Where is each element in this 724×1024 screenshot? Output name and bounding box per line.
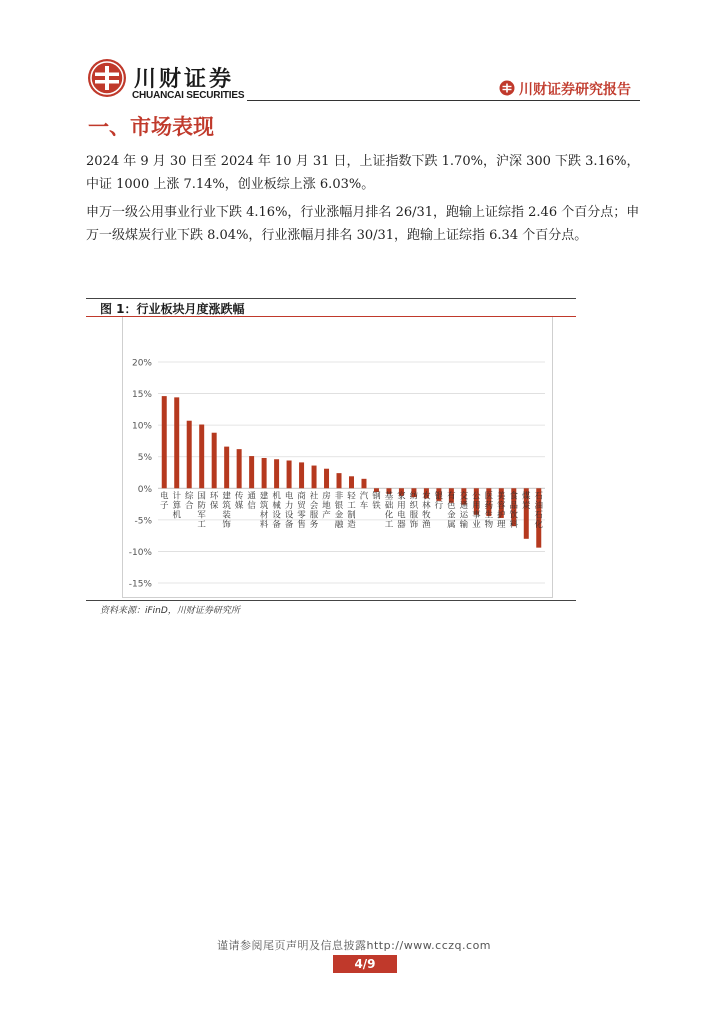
bar bbox=[287, 461, 292, 489]
header-divider bbox=[247, 100, 640, 101]
x-tick-label: 商贸零售 bbox=[297, 491, 306, 530]
x-tick-label: 交通运输 bbox=[459, 491, 469, 530]
x-tick-label: 建筑装饰 bbox=[222, 491, 231, 530]
report-label: 川财证券研究报告 bbox=[519, 82, 631, 98]
x-tick-label: 有色金属 bbox=[447, 491, 456, 530]
paragraph-market-summary: 2024 年 9 月 30 日至 2024 年 10 月 31 日，上证指数下跌 1.70%，沪深 300 下跌 3.16%，中证 1000 上涨 7.14%，创业板综上涨 6.03%。 bbox=[86, 154, 640, 192]
bar bbox=[361, 479, 366, 488]
x-tick-label: 环保 bbox=[209, 491, 219, 511]
bar bbox=[249, 456, 254, 488]
y-tick-label: 10% bbox=[131, 421, 152, 432]
brand-name-cn: 川财证券 bbox=[134, 67, 235, 92]
x-tick-label: 家用电器 bbox=[397, 491, 406, 530]
x-tick-label: 基础化工 bbox=[384, 491, 394, 530]
figure-top-rule bbox=[86, 298, 576, 299]
bar bbox=[337, 473, 342, 488]
y-tick-label: -5% bbox=[134, 516, 152, 527]
x-tick-label: 房地产 bbox=[322, 491, 331, 521]
x-tick-label: 非银金融 bbox=[334, 491, 344, 530]
y-tick-label: -10% bbox=[128, 547, 152, 558]
y-tick-label: -15% bbox=[128, 579, 152, 590]
industry-monthly-change-chart bbox=[123, 317, 554, 598]
y-tick-label: 0% bbox=[137, 484, 152, 495]
paragraph-industry-performance: 申万一级公用事业行业下跌 4.16%，行业涨幅月排名 26/31，跑输上证综指 2.46 个百分点；申万一级煤炭行业下跌 8.04%，行业涨幅月排名 30/31，跑输上证综指 6.34 个百分点。 bbox=[86, 205, 640, 243]
x-tick-label: 钢铁 bbox=[372, 491, 381, 511]
bar bbox=[262, 458, 267, 488]
x-tick-label: 农林牧渔 bbox=[422, 491, 431, 530]
brand-name-en: CHUANCAI SECURITIES bbox=[132, 90, 245, 101]
x-tick-label: 综合 bbox=[184, 491, 194, 511]
x-tick-label: 纺织服饰 bbox=[409, 491, 419, 530]
section-title: 一、市场表现 bbox=[88, 115, 214, 139]
bar bbox=[199, 425, 204, 489]
y-tick-label: 5% bbox=[137, 453, 152, 464]
x-tick-label: 社会服务 bbox=[309, 491, 319, 530]
bar bbox=[299, 462, 304, 488]
x-tick-label: 轻工制造 bbox=[347, 491, 356, 530]
bar bbox=[324, 469, 329, 489]
x-tick-label: 石油石化 bbox=[534, 491, 544, 530]
y-tick-label: 20% bbox=[131, 358, 152, 369]
figure-source: 资料来源：iFinD，川财证券研究所 bbox=[100, 606, 240, 616]
x-tick-label: 电子 bbox=[159, 491, 169, 511]
x-tick-label: 传媒 bbox=[234, 491, 244, 511]
x-tick-label: 汽车 bbox=[359, 491, 369, 511]
x-tick-label: 公用事业 bbox=[472, 491, 481, 530]
x-tick-label: 电力设备 bbox=[284, 491, 294, 530]
figure-title: 图 1：行业板块月度涨跌幅 bbox=[100, 302, 245, 316]
bar bbox=[312, 466, 317, 489]
x-tick-label: 煤炭 bbox=[522, 491, 531, 511]
x-tick-label: 通信 bbox=[247, 491, 256, 511]
x-tick-label: 机械设备 bbox=[272, 491, 281, 530]
x-tick-label: 计算机 bbox=[172, 491, 181, 521]
bar bbox=[237, 449, 242, 488]
bar bbox=[274, 459, 279, 488]
disclaimer-note: 谨请参阅尾页声明及信息披露http://www.cczq.com bbox=[217, 939, 492, 952]
x-tick-label: 国防军工 bbox=[197, 491, 206, 530]
figure-bottom-rule bbox=[86, 600, 576, 601]
x-tick-label: 食品饮料 bbox=[509, 491, 519, 530]
bar bbox=[349, 476, 354, 488]
bar bbox=[174, 397, 179, 488]
bar bbox=[224, 447, 229, 489]
x-tick-label: 医药生物 bbox=[484, 491, 494, 530]
bar bbox=[212, 433, 217, 489]
logo-mark bbox=[86, 57, 128, 99]
page-number: 4/9 bbox=[333, 955, 397, 973]
chart-container bbox=[122, 317, 553, 598]
x-tick-label: 美容护理 bbox=[497, 491, 506, 530]
bar bbox=[162, 396, 167, 488]
report-logo-icon bbox=[499, 80, 515, 96]
x-tick-label: 建筑材料 bbox=[259, 491, 269, 530]
bar bbox=[187, 421, 192, 489]
y-tick-label: 15% bbox=[131, 390, 152, 401]
x-tick-label: 银行 bbox=[434, 491, 444, 511]
